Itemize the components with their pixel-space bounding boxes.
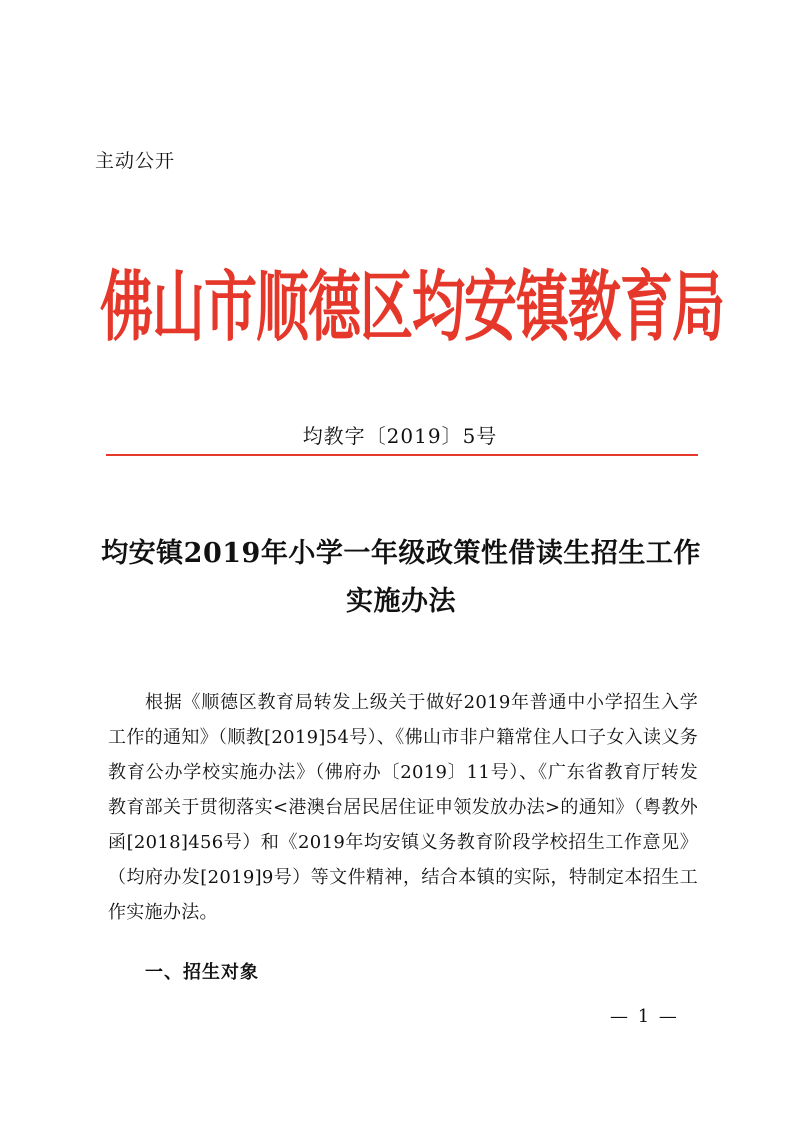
body-paragraph: 根据《顺德区教育局转发上级关于做好2019年普通中小学招生入学工作的通知》（顺教[2019]54号）、《佛山市非户籍常住人口子女入读义务教育公办学校实施办法》（佛府办〔2019〕11号）、《广东省教育厅转发教育部关于贯彻落实<港澳台居民居住证申领发放办法>的通知》（粤教外函[2018]456号）和《2019年均安镇义务教育阶段学校招生工作意见》（均府办发[2019]9号）等文件精神，结合本镇的实际，特制定本招生工作实施办法。 bbox=[108, 692, 698, 923]
document-number: 均教字〔2019〕5号 bbox=[302, 424, 498, 448]
issuing-authority-masthead: 佛山市顺德区均安镇教育局 bbox=[100, 264, 724, 353]
red-separator-rule bbox=[106, 454, 698, 456]
document-title: 均安镇2019年小学一年级政策性借读生招生工作实施办法 bbox=[101, 538, 701, 617]
page-number: — 1 — bbox=[610, 1006, 679, 1027]
disclosure-label: 主动公开 bbox=[95, 150, 176, 172]
section-heading: 一、招生对象 bbox=[145, 962, 259, 983]
